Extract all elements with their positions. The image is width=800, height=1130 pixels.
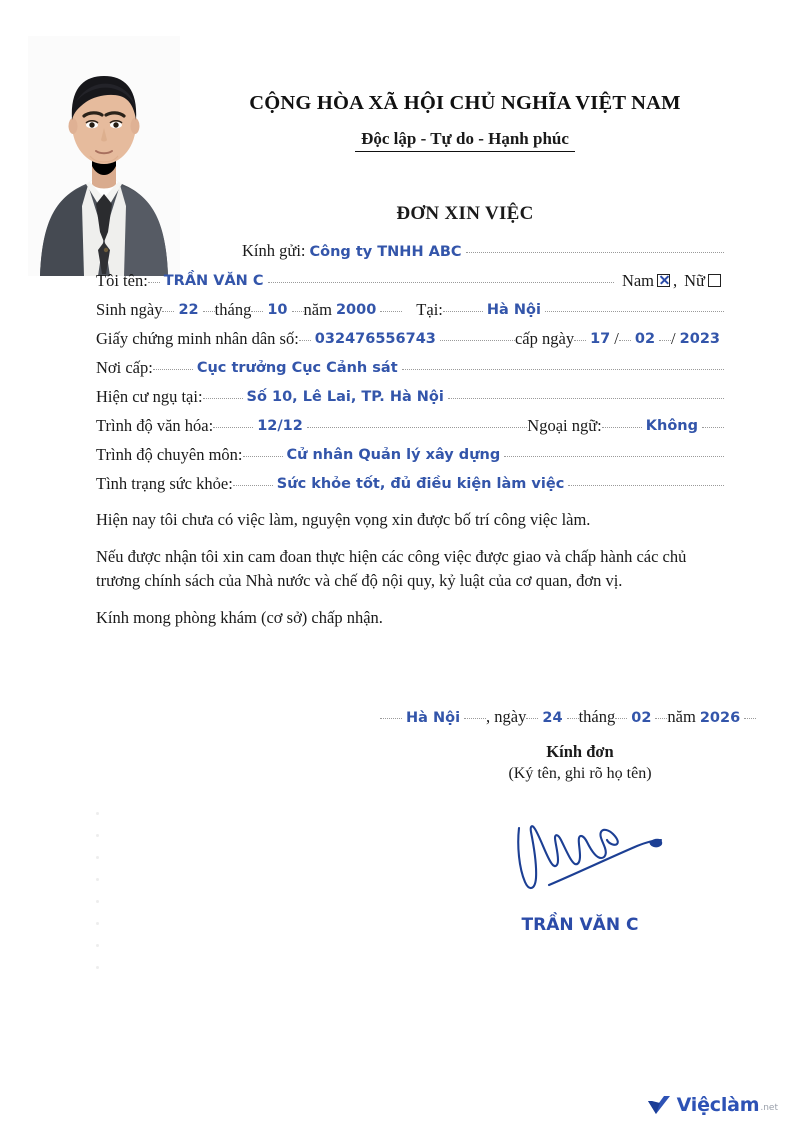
birthplace-dots-lead	[443, 311, 483, 312]
page-title: ĐƠN XIN VIỆC	[396, 203, 534, 224]
dob-day-dots-lead	[162, 311, 174, 312]
language-value[interactable]: Không	[645, 418, 698, 434]
name-value[interactable]: TRẦN VĂN C	[163, 273, 264, 289]
id-day-value[interactable]: 17	[590, 331, 611, 347]
signature-month[interactable]: 02	[631, 709, 652, 726]
name-label: Tôi tên:	[96, 270, 148, 290]
issuer-label: Nơi cấp:	[96, 357, 153, 377]
id-issue-label: cấp ngày	[514, 328, 575, 348]
sign-month-dots-lead	[615, 718, 627, 719]
sign-instruction-label: (Ký tên, ghi rõ họ tên)	[508, 765, 652, 782]
gender-separator: ,	[673, 270, 678, 290]
recipient-value[interactable]: Công ty TNHH ABC	[309, 243, 462, 260]
id-year-value[interactable]: 2023	[679, 331, 720, 347]
sign-year-dots	[744, 718, 756, 719]
signature-date-row	[380, 707, 740, 727]
check-icon	[646, 1094, 672, 1116]
address-value[interactable]: Số 10, Lê Lai, TP. Hà Nội	[246, 389, 444, 405]
paragraph-employment-status: Hiện nay tôi chưa có việc làm, nguyện vọng xin được bố trí công việc làm.	[96, 510, 591, 529]
education-dots	[307, 427, 527, 428]
name-dots	[268, 282, 614, 283]
education-dots-lead	[213, 427, 253, 428]
form-body	[96, 243, 724, 630]
signature-month-label: tháng	[578, 707, 616, 726]
dob-year-label: năm	[303, 299, 332, 319]
address-dots-lead	[203, 398, 243, 399]
name-row	[96, 270, 724, 290]
issuer-dots-lead	[153, 369, 193, 370]
dob-month-dots	[292, 311, 304, 312]
kinh-don-label: Kính đơn	[546, 742, 614, 761]
address-row	[96, 386, 724, 406]
signature-place[interactable]: Hà Nội	[406, 709, 461, 726]
site-logo[interactable]	[646, 1094, 778, 1116]
left-margin-dots	[96, 812, 99, 988]
recipient-dots	[466, 252, 724, 253]
recipient-row	[96, 243, 724, 260]
female-label: Nữ	[684, 270, 705, 290]
dob-day-value[interactable]: 22	[178, 302, 199, 318]
id-dots-lead	[299, 340, 311, 341]
gender-group	[621, 270, 724, 290]
id-month-dots	[659, 340, 671, 341]
id-month-dots-lead	[619, 340, 631, 341]
signature-day[interactable]: 24	[542, 709, 563, 726]
dob-month-dots-lead	[251, 311, 263, 312]
qualification-dots	[504, 456, 724, 457]
brand-tld: .net	[760, 1103, 778, 1113]
birthdate-row	[96, 299, 724, 319]
dob-month-value[interactable]: 10	[267, 302, 288, 318]
education-row	[96, 415, 724, 435]
health-row	[96, 473, 724, 493]
national-title: CỘNG HÒA XÃ HỘI CHỦ NGHĨA VIỆT NAM	[249, 92, 681, 114]
address-label: Hiện cư ngụ tại:	[96, 386, 203, 406]
name-dots-lead	[148, 282, 160, 283]
language-dots-lead	[602, 427, 642, 428]
id-month-value[interactable]: 02	[634, 331, 656, 347]
motto-wrapper	[185, 129, 745, 152]
place-dots	[464, 718, 486, 719]
qualification-row	[96, 444, 724, 464]
qualification-dots-lead	[243, 456, 283, 457]
dob-year-value[interactable]: 2000	[335, 302, 377, 318]
sign-month-dots	[655, 718, 667, 719]
signature-year-label: năm	[667, 707, 696, 726]
signature-instruction-block	[430, 742, 730, 783]
issuer-value[interactable]: Cục trưởng Cục Cảnh sát	[196, 360, 398, 376]
female-checkbox[interactable]	[708, 274, 721, 287]
issuer-dots	[402, 369, 724, 370]
handwritten-signature	[505, 812, 695, 904]
dob-label: Sinh ngày	[96, 299, 163, 319]
dob-year-dots	[380, 311, 402, 312]
brand-name: Việclàm	[676, 1094, 760, 1116]
education-value[interactable]: 12/12	[257, 418, 303, 434]
health-label: Tình trạng sức khỏe:	[96, 473, 233, 493]
signature-year[interactable]: 2026	[699, 709, 741, 726]
id-number-row	[96, 328, 724, 348]
qualification-label: Trình độ chuyên môn:	[96, 444, 243, 464]
id-value[interactable]: 032476556743	[314, 331, 436, 347]
id-day-dots-lead	[574, 340, 586, 341]
signer-printed-name: TRẦN VĂN C	[521, 915, 639, 935]
language-label: Ngoại ngữ:	[527, 415, 602, 435]
birthplace-dots	[545, 311, 724, 312]
signature-ngay-label: , ngày	[486, 707, 527, 726]
applicant-photo-image	[28, 36, 180, 276]
language-dots	[702, 427, 724, 428]
id-label: Giấy chứng minh nhân dân số:	[96, 328, 299, 348]
birthplace-label: Tại:	[416, 299, 443, 319]
education-label: Trình độ văn hóa:	[96, 415, 214, 435]
birthplace-value[interactable]: Hà Nội	[486, 302, 541, 318]
health-value[interactable]: Sức khỏe tốt, đủ điều kiện làm việc	[276, 476, 565, 492]
qualification-value[interactable]: Cử nhân Quản lý xây dựng	[286, 447, 501, 463]
paragraph-commitment: Nếu được nhận tôi xin cam đoan thực hiện các công việc được giao và chấp hành các chủ trương chính sách của Nhà nước và chế độ nội quy, kỷ luật của cơ quan, đơn vị.	[96, 547, 687, 590]
dob-day-dots	[203, 311, 215, 312]
id-dots	[440, 340, 515, 341]
issuer-row	[96, 357, 724, 377]
health-dots	[568, 485, 724, 486]
applicant-photo	[28, 36, 180, 276]
sign-day-dots-lead	[526, 718, 538, 719]
paragraph-request: Kính mong phòng khám (cơ sở) chấp nhận.	[96, 608, 383, 628]
recipient-label: Kính gửi:	[242, 241, 306, 260]
male-checkbox[interactable]	[657, 274, 670, 287]
id-separator-1: /	[614, 328, 619, 348]
address-dots	[448, 398, 724, 399]
id-separator-2: /	[671, 328, 676, 348]
dob-month-label: tháng	[214, 299, 252, 319]
health-dots-lead	[233, 485, 273, 486]
document-header	[185, 92, 745, 152]
male-label: Nam	[621, 270, 655, 290]
sign-day-dots	[567, 718, 579, 719]
national-motto: Độc lập - Tự do - Hạnh phúc	[355, 129, 575, 152]
place-dots-lead	[380, 718, 402, 719]
